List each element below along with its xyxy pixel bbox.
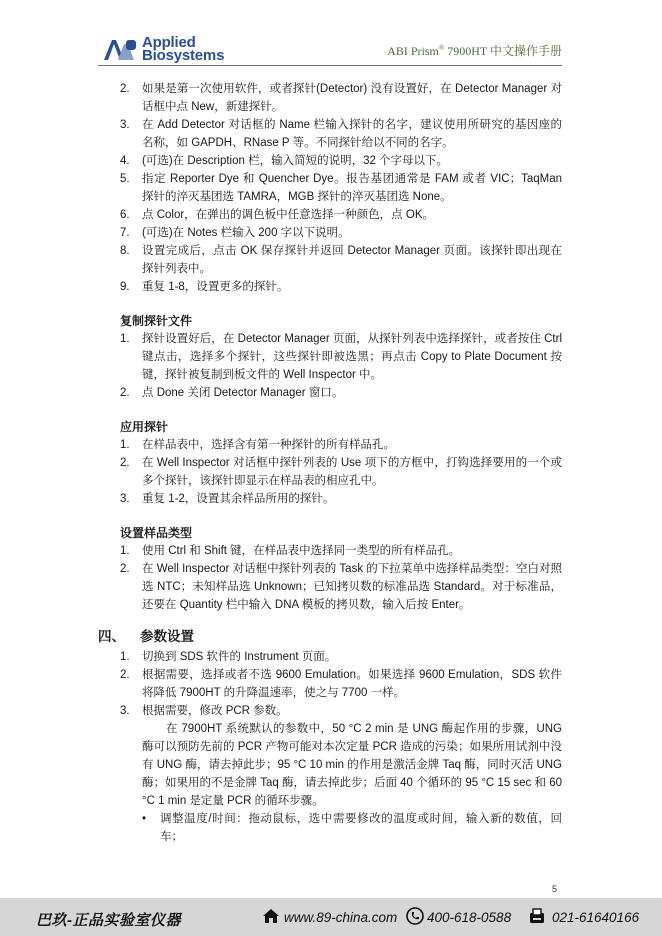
title-registered-mark: ® — [438, 44, 445, 52]
list-item — [98, 384, 562, 402]
list-item — [98, 242, 562, 278]
phone-icon — [406, 907, 424, 925]
section-title-sample-type: 设置样品类型 — [120, 526, 193, 540]
list-item-number: 1. — [120, 439, 130, 451]
list-item-number: 7. — [120, 227, 130, 239]
list-item — [98, 648, 562, 666]
list-item-text: 在样品表中，选择含有第一种探针的所有样品孔。 — [142, 439, 395, 451]
list-item — [98, 560, 562, 614]
home-icon — [262, 907, 280, 925]
detector-steps-list — [98, 80, 562, 296]
list-item-text: 重复 1-8，设置更多的探针。 — [142, 281, 289, 293]
list-item — [98, 330, 562, 384]
fax-icon — [528, 907, 546, 925]
list-item — [98, 278, 562, 296]
list-item-number: 3. — [120, 705, 130, 717]
apply-steps-list — [98, 436, 562, 508]
list-item-number: 4. — [120, 155, 130, 167]
list-item-number: 3. — [120, 493, 130, 505]
page-footer — [0, 898, 662, 936]
list-item-text: 根据需要，选择或者不选 9600 Emulation。如果选择 9600 Emulation，SDS 软件将降低 7900HT 的升降温速率，使之与 7700 一样。 — [142, 669, 562, 699]
list-item-text: 切换到 SDS 软件的 Instrument 页面。 — [142, 651, 337, 663]
list-item-number: 1. — [120, 333, 130, 345]
list-item-text: 探针设置好后，在 Detector Manager 页面，从探针列表中选择探针，或者按住 Ctrl 键点击，选择多个探针，这些探针即被选黑；再点击 Copy to Plate Document 按键，探针被复制到板文件的 Well Inspector 中。 — [142, 333, 562, 381]
chapter-heading — [98, 626, 562, 648]
list-item — [98, 436, 562, 454]
chapter-title: 参数设置 — [140, 629, 194, 644]
logo-line1: Applied — [142, 34, 196, 51]
list-item — [98, 170, 562, 206]
list-item-number: 3. — [120, 119, 130, 131]
document-title — [387, 42, 562, 59]
list-item-text: 重复 1-2，设置其余样品所用的探针。 — [142, 493, 335, 505]
list-item-number: 2. — [120, 457, 130, 469]
list-item-number: 2. — [120, 387, 130, 399]
list-item-text: 如果是第一次使用软件，或者探针(Detector) 没有设置好，在 Detector Manager 对话框中点 New，新建探针。 — [142, 83, 562, 113]
header-divider — [98, 65, 562, 66]
list-item — [98, 666, 562, 702]
title-prefix: ABI Prism — [387, 44, 439, 58]
page-header — [98, 36, 562, 66]
list-item-text: 点 Color，在弹出的调色板中任意选择一种颜色，点 OK。 — [142, 209, 434, 221]
list-item — [98, 116, 562, 152]
list-item-text: (可选)在 Notes 栏输入 200 字以下说明。 — [142, 227, 350, 239]
list-item-text: 在 Well Inspector 对话框中探针列表的 Task 的下拉菜单中选择样品类型：空白对照选 NTC；未知样品选 Unknown；已知拷贝数的标准品选 Standard。对于标准品，还要在 Quantity 栏中输入 DNA 模板的拷贝数，输入后按 Enter。 — [142, 563, 562, 611]
applied-biosystems-logo-icon — [102, 38, 140, 62]
footer-fax: 021-61640166 — [552, 910, 640, 925]
list-item-number: 2. — [120, 83, 130, 95]
list-item — [98, 80, 562, 116]
bullet-dot: • — [142, 813, 147, 825]
list-item-number: 5. — [120, 173, 130, 185]
list-item — [98, 224, 562, 242]
logo-line2: Biosystems — [142, 47, 225, 64]
list-item — [98, 206, 562, 224]
footer-brand: 巴玖-正品实验室仪器 — [36, 912, 181, 929]
list-item-text: 设置完成后，点击 OK 保存探针并返回 Detector Manager 页面。该探针即出现在探针列表中。 — [142, 245, 562, 275]
list-item-text: 指定 Reporter Dye 和 Quencher Dye。报告基团通常是 FAM 或者 VIC；TaqMan 探针的淬灭基团选 TAMRA，MGB 探针的淬灭基团选 None。 — [142, 173, 562, 203]
title-suffix: 7900HT 中文操作手册 — [444, 44, 562, 58]
footer-phone: 400-618-0588 — [427, 910, 512, 925]
section-title-apply: 应用探针 — [120, 420, 169, 434]
list-item — [98, 454, 562, 490]
section-title-copy: 复制探针文件 — [120, 314, 193, 328]
footer-website[interactable]: www.89-china.com — [284, 910, 398, 925]
list-item-text: (可选)在 Description 栏，输入简短的说明，32 个字母以下。 — [142, 155, 449, 167]
chapter-number: 四、 — [98, 629, 125, 644]
list-item-text: 点 Done 关闭 Detector Manager 窗口。 — [142, 387, 344, 399]
list-item — [98, 490, 562, 508]
list-item — [98, 152, 562, 170]
list-item-text: 在 Add Detector 对话框的 Name 栏输入探针的名字，建议使用所研究的基因座的名称，如 GAPDH、RNase P 等。不同探针给以不同的名字。 — [142, 119, 562, 149]
sample-type-steps-list — [98, 542, 562, 614]
list-item-number: 6. — [120, 209, 130, 221]
list-item-text: 使用 Ctrl 和 Shift 键，在样品表中选择同一类型的所有样品孔。 — [142, 545, 461, 557]
list-item-text: 在 Well Inspector 对话框中探针列表的 Use 项下的方框中，打钩选择要用的一个或多个探针，该探针即显示在样品表的相应孔中。 — [142, 457, 562, 487]
parameter-paragraph: 在 7900HT 系统默认的参数中，50 °C 2 min 是 UNG 酶起作用的步骤，UNG 酶可以预防先前的 PCR 产物可能对本次定量 PCR 造成的污染；如果所用试剂中没有 UNG 酶，请去掉此步；95 °C 10 min 的作用是激活金牌 Taq 酶，同时灭活 UNG 酶；如果用的不是金牌 Taq 酶，请去掉此步；后面 40 个循环的 95 °C 15 sec 和 60 °C 1 min 是定量 PCR 的循环步骤。 — [142, 723, 562, 807]
list-item — [98, 542, 562, 560]
list-item-number: 2. — [120, 669, 130, 681]
list-item — [98, 702, 562, 720]
list-item-number: 2. — [120, 563, 130, 575]
logo-text — [142, 36, 224, 62]
list-item-number: 8. — [120, 245, 130, 257]
bullet-text: 调整温度/时间：拖动鼠标，选中需要修改的温度或时间，输入新的数值，回车； — [160, 813, 562, 843]
list-item-number: 9. — [120, 281, 130, 293]
list-item-number: 1. — [120, 651, 130, 663]
list-item-text: 根据需要，修改 PCR 参数。 — [142, 705, 288, 717]
list-item-number: 1. — [120, 545, 130, 557]
page-number: 5 — [552, 884, 558, 894]
parameter-steps-list — [98, 648, 562, 720]
bullet-item — [98, 810, 562, 846]
page-content — [98, 80, 562, 846]
copy-steps-list — [98, 330, 562, 402]
